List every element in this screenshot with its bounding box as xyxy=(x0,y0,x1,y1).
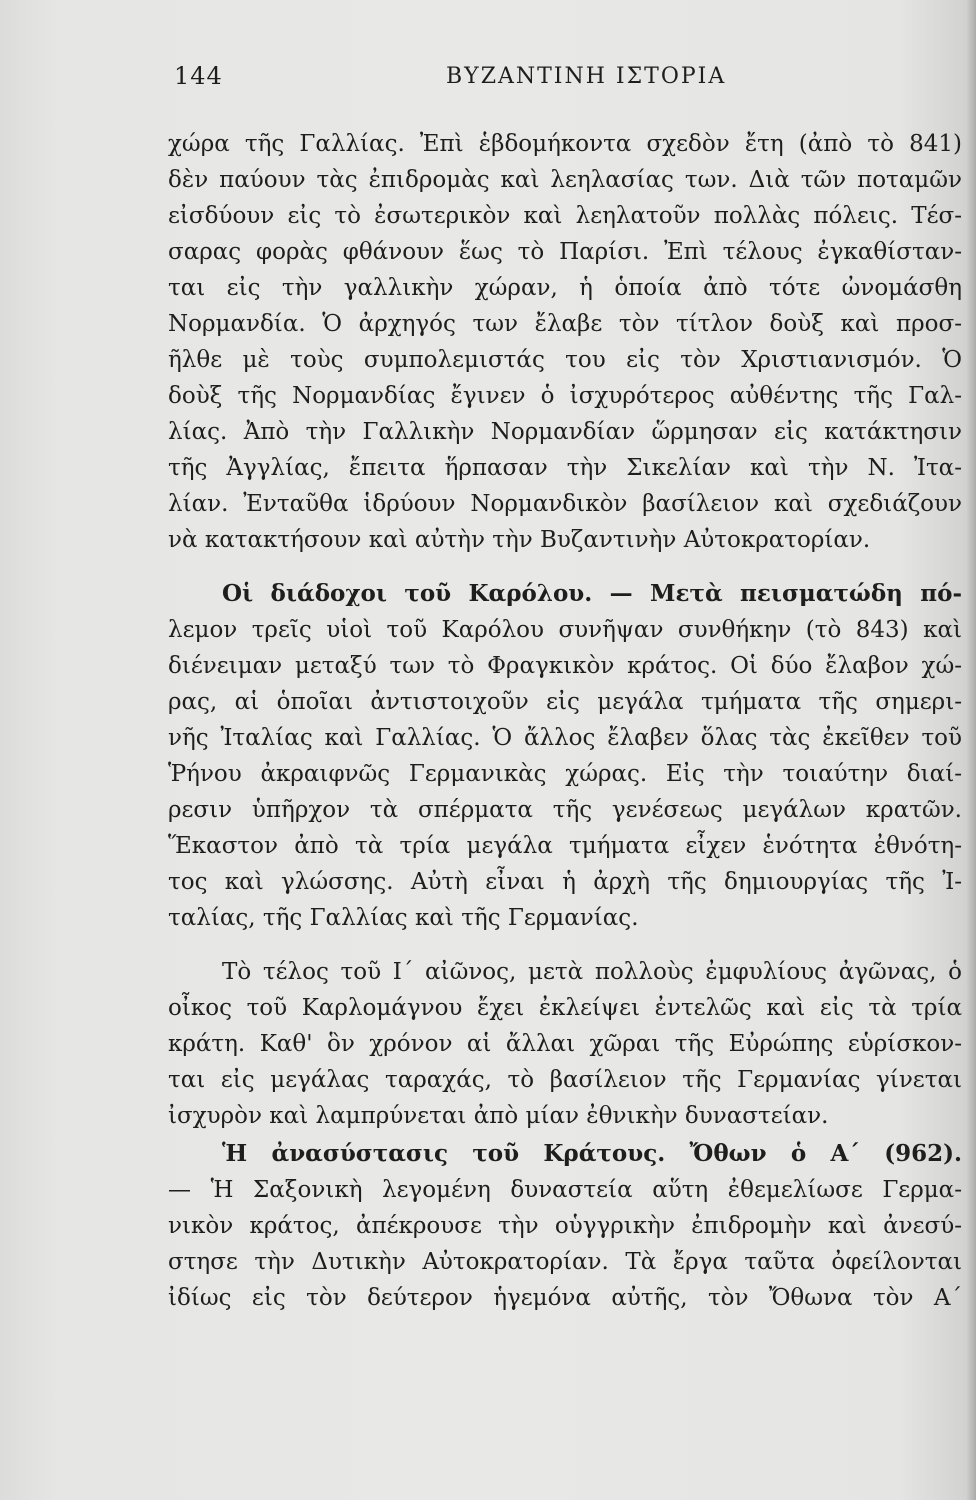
text-line: — Ἡ Σαξονικὴ λεγομένη δυναστεία αὕτη ἐθεμελίωσε Γερμα- xyxy=(168,1177,962,1203)
text-line: νὰ κατακτήσουν καὶ αὐτὴν τὴν Βυζαντινὴν Αὐτοκρατορίαν. xyxy=(168,527,871,553)
text-line: τῆς Ἀγγλίας, ἔπειτα ἥρπασαν τὴν Σικελίαν καὶ τὴν Ν. Ἰτα- xyxy=(168,455,962,481)
text-line: Ῥήνου ἀκραιφνῶς Γερμανικὰς χώρας. Εἰς τὴν τοιαύτην διαί- xyxy=(168,761,962,787)
section-heading-successors: Οἱ διάδοχοι τοῦ Καρόλου. — Μετὰ πεισματώδη πό- xyxy=(222,580,962,607)
text-line: στησε τὴν Δυτικὴν Αὐτοκρατορίαν. Τὰ ἔργα ταῦτα ὀφείλονται xyxy=(168,1249,962,1275)
text-line: Τὸ τέλος τοῦ Ι΄ αἰῶνος, μετὰ πολλοὺς ἐμφυλίους ἀγῶνας, ὁ xyxy=(222,959,962,985)
page-number: 144 xyxy=(174,62,223,90)
text-line: ἰδίως εἰς τὸν δεύτερον ἡγεμόνα αὐτῆς, τὸν Ὄθωνα τὸν Α΄ xyxy=(168,1285,962,1311)
text-line: ται εἰς τὴν γαλλικὴν χώραν, ἡ ὁποία ἀπὸ τότε ὠνομάσθη xyxy=(168,275,962,301)
text-line: λεμον τρεῖς υἱοὶ τοῦ Καρόλου συνῆψαν συνθήκην (τὸ 843) καὶ xyxy=(168,617,962,643)
text-line: ται εἰς μεγάλας ταραχάς, τὸ βασίλειον τῆς Γερμανίας γίνεται xyxy=(168,1067,962,1093)
text-line: λίαν. Ἐνταῦθα ἱδρύουν Νορμανδικὸν βασίλειον καὶ σχεδιάζουν xyxy=(168,491,962,517)
running-title: ΒΥΖΑΝΤΙΝΗ ΙΣΤΟΡΙΑ xyxy=(446,64,727,89)
section-heading-restoration: Ἡ ἀνασύστασις τοῦ Κράτους. Ὄθων ὁ Α΄ (962). xyxy=(222,1140,962,1167)
text-line: δὲν παύουν τὰς ἐπιδρομὰς καὶ λεηλασίας των. Διὰ τῶν ποταμῶν xyxy=(168,167,962,193)
text-line: ῆλθε μὲ τοὺς συμπολεμιστάς του εἰς τὸν Χριστιανισμόν. Ὁ xyxy=(168,347,962,373)
text-line: Νορμανδία. Ὁ ἀρχηγός των ἔλαβε τὸν τίτλον δοὺξ καὶ προσ- xyxy=(168,311,962,337)
text-line: ρας, αἱ ὁποῖαι ἀντιστοιχοῦν εἰς μεγάλα τμήματα τῆς σημερι- xyxy=(168,689,962,715)
text-line: νικὸν κράτος, ἀπέκρουσε τὴν οὑγγρικὴν ἐπιδρομὴν καὶ ἀνεσύ- xyxy=(168,1213,962,1239)
text-line: οἶκος τοῦ Καρλομάγνου ἔχει ἐκλείψει ἐντελῶς καὶ εἰς τὰ τρία xyxy=(168,995,962,1021)
text-line: τος καὶ γλώσσης. Αὐτὴ εἶναι ἡ ἀρχὴ τῆς δημιουργίας τῆς Ἰ- xyxy=(168,869,962,895)
text-line: δοὺξ τῆς Νορμανδίας ἔγινεν ὁ ἰσχυρότερος αὐθέντης τῆς Γαλ- xyxy=(168,383,962,409)
text-line: διένειμαν μεταξύ των τὸ Φραγκικὸν κράτος. Οἱ δύο ἔλαβον χώ- xyxy=(168,653,962,679)
page-header xyxy=(168,62,888,98)
page-edge-shadow xyxy=(966,0,976,1500)
text-line: ἰσχυρὸν καὶ λαμπρύνεται ἀπὸ μίαν ἐθνικὴν δυναστείαν. xyxy=(168,1103,829,1129)
text-line: ταλίας, τῆς Γαλλίας καὶ τῆς Γερμανίας. xyxy=(168,905,639,931)
text-line: λίας. Ἀπὸ τὴν Γαλλικὴν Νορμανδίαν ὥρμησαν εἰς κατάκτησιν xyxy=(168,419,962,445)
text-line: νῆς Ἰταλίας καὶ Γαλλίας. Ὁ ἄλλος ἔλαβεν ὅλας τὰς ἐκεῖθεν τοῦ xyxy=(168,725,962,751)
text-line: εἰσδύουν εἰς τὸ ἐσωτερικὸν καὶ λεηλατοῦν πολλὰς πόλεις. Τέσ- xyxy=(168,203,962,229)
text-line: χώρα τῆς Γαλλίας. Ἐπὶ ἑβδομήκοντα σχεδὸν ἔτη (ἀπὸ τὸ 841) xyxy=(168,131,962,157)
text-line: κράτη. Καθ' ὃν χρόνον αἱ ἄλλαι χῶραι τῆς Εὐρώπης εὑρίσκον- xyxy=(168,1031,962,1057)
text-line: Ἕκαστον ἀπὸ τὰ τρία μεγάλα τμήματα εἶχεν ἑνότητα ἐθνότη- xyxy=(168,833,962,859)
text-line: σαρας φορὰς φθάνουν ἕως τὸ Παρίσι. Ἐπὶ τέλους ἐγκαθίσταν- xyxy=(168,239,962,265)
text-line: ρεσιν ὑπῆρχον τὰ σπέρματα τῆς γενέσεως μεγάλων κρατῶν. xyxy=(168,797,962,823)
